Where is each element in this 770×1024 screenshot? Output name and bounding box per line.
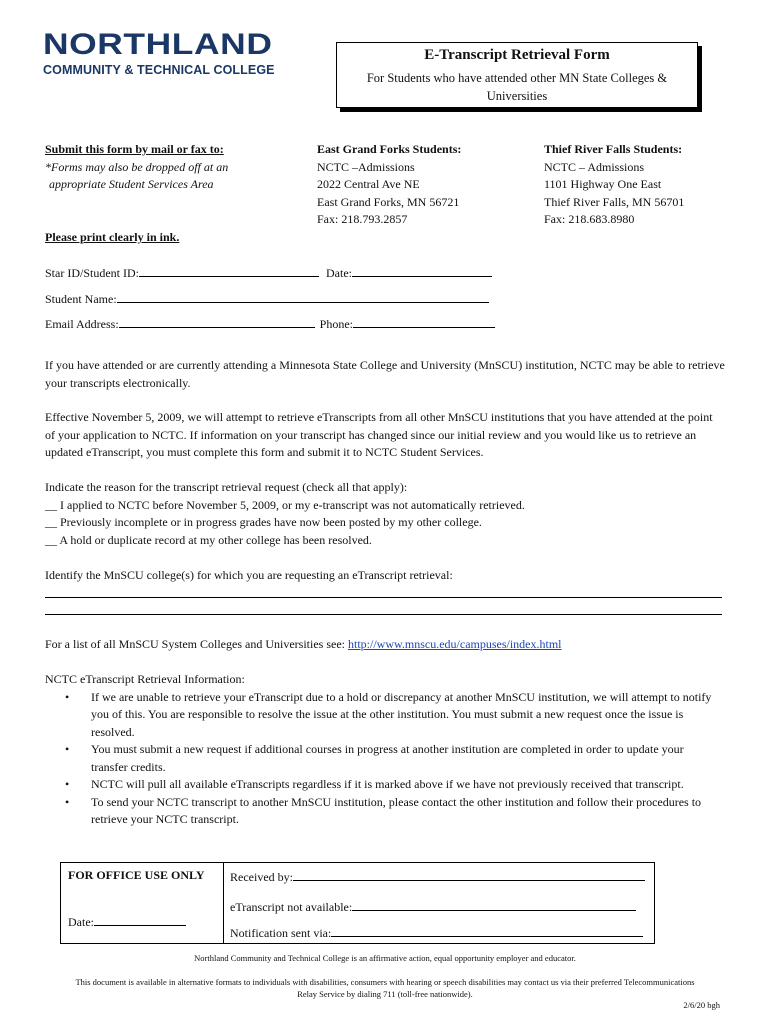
info-bullet: • To send your NCTC transcript to another MnSCU institution, please contact the other institution and follow their procedures to retrieve your NCTC transcript. bbox=[65, 794, 702, 826]
title-box bbox=[336, 42, 698, 108]
reason-checkbox-item[interactable]: __ A hold or duplicate record at my other college has been resolved. bbox=[45, 532, 372, 547]
received-by-label: Received by: bbox=[230, 870, 293, 884]
office-date-row bbox=[68, 913, 186, 930]
thief-line: NCTC – Admissions bbox=[544, 159, 645, 174]
thief-line: Fax: 218.683.8980 bbox=[544, 212, 635, 226]
received-by-row bbox=[230, 868, 645, 885]
student-name-label: Student Name: bbox=[45, 292, 117, 306]
mnscu-campuses-link[interactable]: http://www.mnscu.edu/campuses/index.html bbox=[347, 637, 562, 651]
student-name-row bbox=[45, 290, 489, 309]
date-field[interactable] bbox=[352, 264, 492, 277]
phone-label: Phone: bbox=[319, 317, 354, 331]
document-code: 2/6/20 bgh bbox=[683, 1000, 720, 1010]
submit-note-line1: *Forms may also be dropped off at an bbox=[45, 159, 229, 174]
office-date-field[interactable] bbox=[94, 913, 186, 926]
intro-paragraph: If you have attended or are currently attending a Minnesota State College and University (MnSCU) institution, NCTC may be able to retrieve your transcripts electronically. bbox=[45, 358, 725, 390]
submit-heading: Submit this form by mail or fax to: bbox=[45, 142, 224, 156]
thief-line: Thief River Falls, MN 56701 bbox=[544, 194, 685, 209]
college-list-row bbox=[45, 636, 725, 654]
student-name-field[interactable] bbox=[117, 290, 489, 303]
footer-relay: Relay Service by dialing 711 (toll-free nationwide). bbox=[297, 989, 473, 999]
submit-section bbox=[45, 141, 228, 194]
footer-eeo: Northland Community and Technical College is an affirmative action, equal opportunity employer and educator. bbox=[194, 953, 576, 963]
reasons-intro: Indicate the reason for the transcript retrieval request (check all that apply): bbox=[45, 480, 408, 494]
not-available-field[interactable] bbox=[352, 898, 636, 911]
college-list-prefix: For a list of all MnSCU System Colleges and Universities see: bbox=[45, 637, 348, 651]
not-available-row bbox=[230, 898, 636, 915]
reason-checkbox-item[interactable]: __ Previously incomplete or in progress grades have now been posted by my other college. bbox=[45, 515, 482, 529]
email-row bbox=[45, 315, 495, 334]
phone-field[interactable] bbox=[353, 315, 495, 328]
notification-row bbox=[230, 924, 643, 941]
form-subtitle: For Students who have attended other MN State Colleges & Universities bbox=[366, 71, 668, 103]
info-bullet: • If we are unable to retrieve your eTranscript due to a hold or discrepancy at another MnSCU institution, we will attempt to notify you of this. You are responsible to resolve the issue at the other institution. You must submit a new request once the issue is resolved. bbox=[65, 689, 712, 739]
star-id-label: Star ID/Student ID: bbox=[45, 266, 139, 280]
info-bullet: • You must submit a new request if additional courses in progress at another institution are completed in order to update your transfer credits. bbox=[65, 742, 684, 774]
east-heading: East Grand Forks Students: bbox=[317, 142, 462, 156]
reasons-section bbox=[45, 479, 725, 549]
effective-paragraph: Effective November 5, 2009, we will attempt to retrieve eTranscripts from all other MnSCU institutions that you have attended at the point of your application to NCTC. If information on your transcript has changed since our initial review and you would like us to retrieve an updated eTranscript, you must complete this form and submit it to NCTC Student Services. bbox=[45, 410, 713, 459]
star-id-field[interactable] bbox=[139, 264, 319, 277]
office-right-cell bbox=[224, 863, 655, 944]
east-line: East Grand Forks, MN 56721 bbox=[317, 194, 460, 209]
email-label: Email Address: bbox=[45, 317, 119, 331]
info-bullet: • NCTC will pull all available eTranscripts regardless if it is marked above if we have not previously received that transcript. bbox=[65, 777, 684, 791]
notification-field[interactable] bbox=[331, 924, 643, 937]
identify-colleges-label: Identify the MnSCU college(s) for which you are requesting an eTranscript retrieval: bbox=[45, 568, 453, 582]
thief-river-falls-address bbox=[544, 141, 684, 229]
thief-heading: Thief River Falls Students: bbox=[544, 142, 683, 156]
office-left-cell bbox=[61, 863, 224, 944]
info-heading: NCTC eTranscript Retrieval Information: bbox=[45, 672, 245, 686]
east-line: 2022 Central Ave NE bbox=[317, 177, 420, 191]
star-id-row bbox=[45, 264, 492, 283]
form-title: E-Transcript Retrieval Form bbox=[424, 47, 610, 63]
footer-accessibility: This document is available in alternative formats to individuals with disabilities, consumers with hearing or speech disabilities may contact us via their preferred Telecommunications bbox=[75, 977, 695, 987]
submit-note-line2: appropriate Student Services Area bbox=[49, 177, 214, 191]
college-entry-line[interactable] bbox=[45, 597, 722, 598]
east-line: NCTC –Admissions bbox=[317, 159, 415, 174]
college-logo-name: NORTHLAND bbox=[43, 28, 273, 61]
office-use-heading: FOR OFFICE USE ONLY bbox=[68, 868, 205, 882]
print-clearly-note: Please print clearly in ink. bbox=[45, 230, 180, 244]
reason-checkbox-item[interactable]: __ I applied to NCTC before November 5, 2009, or my e-transcript was not automatically retrieved. bbox=[45, 497, 525, 512]
email-field[interactable] bbox=[119, 315, 315, 328]
date-label: Date: bbox=[326, 266, 352, 280]
info-section bbox=[45, 671, 725, 829]
received-by-field[interactable] bbox=[293, 868, 645, 881]
thief-line: 1101 Highway One East bbox=[544, 177, 662, 191]
college-entry-line[interactable] bbox=[45, 614, 722, 615]
east-grand-forks-address bbox=[317, 141, 461, 229]
office-use-table bbox=[60, 862, 655, 944]
east-line: Fax: 218.793.2857 bbox=[317, 212, 408, 226]
notification-label: Notification sent via: bbox=[230, 926, 332, 940]
college-logo-subtitle: COMMUNITY & TECHNICAL COLLEGE bbox=[43, 63, 275, 77]
not-available-label: eTranscript not available: bbox=[230, 900, 353, 914]
office-date-label: Date: bbox=[68, 915, 94, 929]
